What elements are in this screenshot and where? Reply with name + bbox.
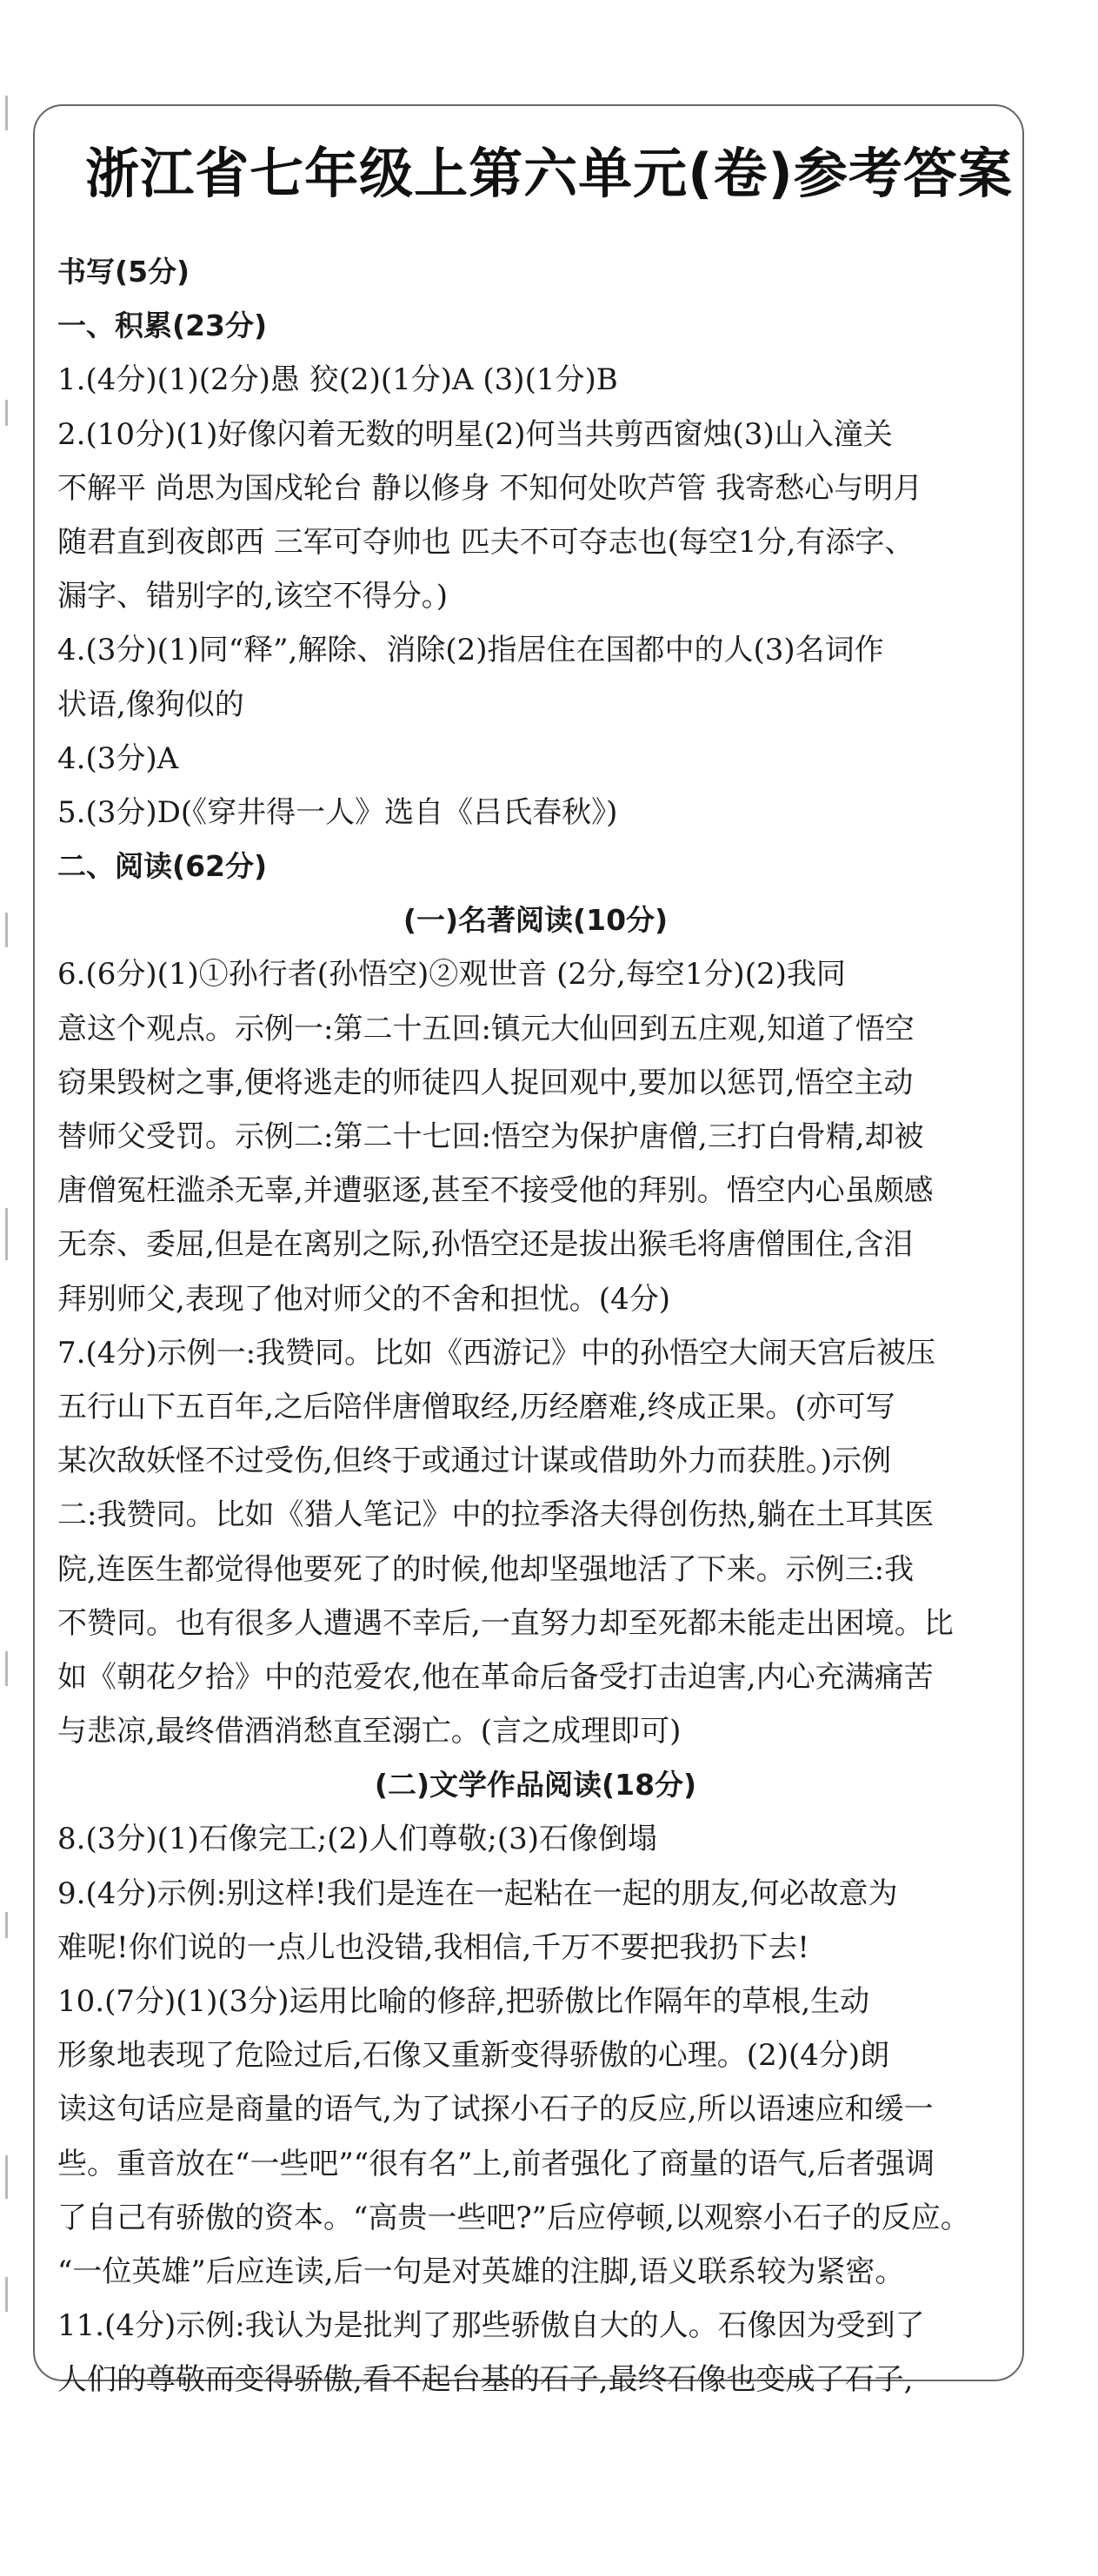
answer-line: 6.(6分)(1)①孙行者(孙悟空)②观世音 (2分,每空1分)(2)我同 (57, 957, 846, 993)
answer-line: 9.(4分)示例:别这样!我们是连在一起粘在一起的朋友,何必故意为 (57, 1876, 898, 1911)
answer-line: 某次敌妖怪不过受伤,但终于或通过计谋或借助外力而获胜。)示例 (57, 1444, 892, 1479)
answer-line: 4.(3分)A (57, 740, 179, 776)
answer-line: “一位英雄”后应连读,后一句是对英雄的注脚,语义联系较为紧密。 (57, 2254, 905, 2289)
answer-line: 二:我赞同。比如《猎人笔记》中的拉季洛夫得创伤热,躺在土耳其医 (57, 1497, 935, 1533)
answer-line: 漏字、错别字的,该空不得分。) (57, 579, 449, 614)
answer-line: 院,连医生都觉得他要死了的时候,他却坚强地活了下来。示例三:我 (57, 1551, 915, 1587)
answer-line: 无奈、委屈,但是在离别之际,孙悟空还是拔出猴毛将唐僧围住,含泪 (57, 1227, 914, 1263)
answer-line: 替师父受罚。示例二:第二十七回:悟空为保护唐僧,三打白骨精,却被 (57, 1119, 924, 1154)
answer-line: 2.(10分)(1)好像闪着无数的明星(2)何当共剪西窗烛(3)山入潼关 (57, 416, 893, 452)
answer-line: 意这个观点。示例一:第二十五回:镇元大仙回到五庄观,知道了悟空 (57, 1011, 915, 1046)
answer-line: 7.(4分)示例一:我赞同。比如《西游记》中的孙悟空大闹天宫后被压 (57, 1335, 936, 1371)
answer-content (57, 245, 1014, 2407)
answer-line: 1.(4分)(1)(2分)愚 狡(2)(1分)A (3)(1分)B (57, 362, 618, 398)
answer-line: 8.(3分)(1)石像完工;(2)人们尊敬;(3)石像倒塌 (57, 1822, 657, 1857)
subsection-heading: (二)文学作品阅读(18分) (374, 1768, 697, 1803)
answer-line: 如《朝花夕拾》中的范爱农,他在革命后备受打击迫害,内心充满痛苦 (57, 1659, 934, 1695)
answer-line: 不解平 尚思为国戍轮台 静以修身 不知何处吹芦管 我寄愁心与明月 (57, 470, 923, 506)
answer-line: 窃果毁树之事,便将逃走的师徒四人捉回观中,要加以惩罚,悟空主动 (57, 1065, 914, 1100)
answer-line: 4.(3分)(1)同“释”,解除、消除(2)指居住在国都中的人(3)名词作 (57, 633, 884, 668)
answer-line: 五行山下五百年,之后陪伴唐僧取经,历经磨难,终成正果。(亦可写 (57, 1389, 895, 1424)
answer-line: 不赞同。也有很多人遭遇不幸后,一直努力却至死都未能走出困境。比 (57, 1605, 954, 1641)
section-heading: 书写(5分) (57, 255, 190, 289)
answer-line: 读这句话应是商量的语气,为了试探小石子的反应,所以语速应和缓一 (57, 2092, 934, 2128)
answer-line: 难呢!你们说的一点儿也没错,我相信,千万不要把我扔下去! (57, 1929, 809, 1965)
answer-line: 与悲凉,最终借酒消愁直至溺亡。(言之成理即可) (57, 1714, 682, 1749)
answer-line: 唐僧冤枉滥杀无辜,并遭驱逐,甚至不接受他的拜别。悟空内心虽颇感 (57, 1173, 934, 1209)
page-title: 浙江省七年级上第六单元(卷)参考答案 (85, 142, 1013, 205)
answer-line: 随君直到夜郎西 三军可夺帅也 匹夫不可夺志也(每空1分,有添字、 (57, 524, 915, 560)
answer-line: 11.(4分)示例:我认为是批判了那些骄傲自大的人。石像因为受到了 (57, 2308, 925, 2344)
answer-line: 人们的尊敬而变得骄傲,看不起台基的石子,最终石像也变成了石子, (57, 2362, 914, 2398)
answer-line: 形象地表现了危险过后,石像又重新变得骄傲的心理。(2)(4分)朗 (57, 2038, 890, 2074)
section-heading: 二、阅读(62分) (57, 849, 268, 884)
section-heading: 一、积累(23分) (57, 309, 268, 343)
answer-line: 状语,像狗似的 (57, 687, 244, 722)
answer-line: 5.(3分)D(《穿井得一人》选自《吕氏春秋》) (57, 794, 618, 830)
answer-line: 些。重音放在“一些吧”“很有名”上,前者强化了商量的语气,后者强调 (57, 2146, 935, 2181)
subsection-heading: (一)名著阅读(10分) (403, 903, 669, 938)
answer-line: 了自己有骄傲的资本。“高贵一些吧?”后应停顿,以观察小石子的反应。 (57, 2200, 970, 2235)
binding-margin-marks (0, 0, 26, 2576)
answer-line: 拜别师父,表现了他对师父的不舍和担忧。(4分) (57, 1281, 670, 1317)
answer-line: 10.(7分)(1)(3分)运用比喻的修辞,把骄傲比作隔年的草根,生动 (57, 1984, 870, 2019)
